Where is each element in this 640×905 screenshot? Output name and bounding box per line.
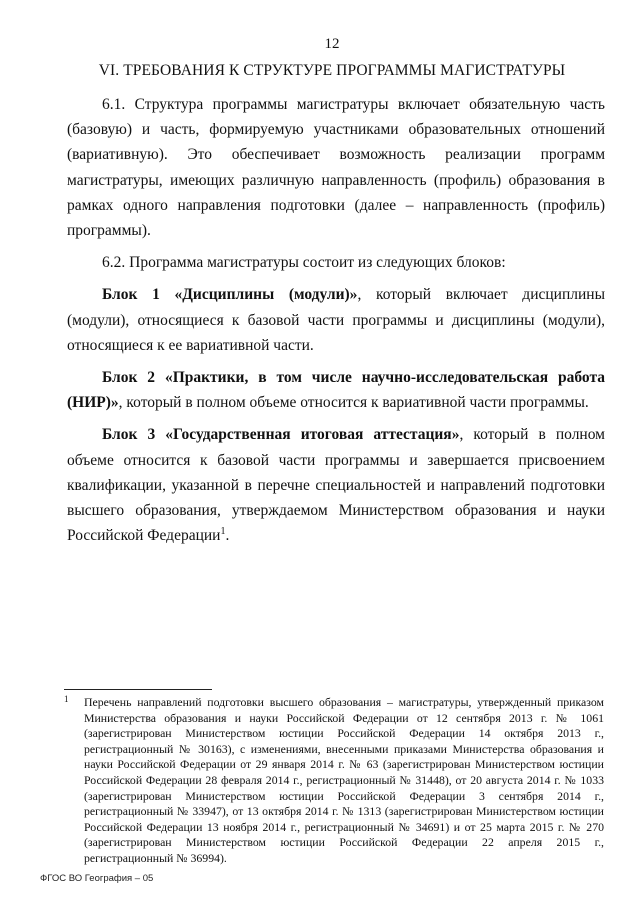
page-number: 12: [324, 36, 340, 52]
block-2-title: Блок 2 «Практики, в том числе научно-исследовательская работа (НИР)»: [67, 369, 605, 412]
footnote-text: Перечень направлений подготовки высшего образования – магистратуры, утвержденный приказом Министерства образования и науки Российской Федерации от 12 сентября 2013 г. № 1061 (зарегистрирован Министерством юстиции Российской Федерации 14 октября 2013 г., регистрационный № 30163), с изменениями, внесенными приказами Министерства образования и науки Российской Федерации от 29 января 2014 г. № 63 (зарегистрирован Министерством юстиции Российской Федерации 28 февраля 2014 г., регистрационный № 31448), от 20 августа 2014 г. № 1033 (зарегистрирован Министерством юстиции Российской Федерации 3 сентября 2014 г., регистрационный № 33947), от 13 октября 2014 г. № 1313 (зарегистрирован Министерством юстиции Российской Федерации 13 ноября 2014 г., регистрационный № 34691) и от 25 марта 2015 г. № 270 (зарегистрирован Министерством юстиции Российской Федерации 22 апреля 2015 г., регистрационный № 36994).: [84, 695, 604, 865]
block-3-title: Блок 3 «Государственная итоговая аттестация»: [102, 426, 460, 444]
footnote: [64, 695, 604, 867]
paragraph-block-2: [67, 365, 605, 415]
footnote-reference[interactable]: 1: [220, 526, 226, 538]
block-3-text: , который в полном объеме относится к базовой части программы и завершается присвоением квалификации, указанной в перечне специальностей и направлений подготовки высшего образования, утверждаемом Министерством образования и науки Российской Федерации: [67, 426, 605, 545]
footnote-paragraph: [64, 695, 604, 867]
block-1-title: Блок 1 «Дисциплины (модули)»: [102, 286, 358, 304]
footnote-marker: 1: [64, 694, 69, 704]
document-body: [67, 92, 605, 548]
paragraph-block-3: [67, 422, 605, 548]
paragraph-6-2: 6.2. Программа магистратуры состоит из следующих блоков:: [102, 254, 506, 272]
footnote-divider: [64, 689, 212, 690]
page-footer: ФГОС ВО География – 05: [40, 873, 154, 884]
block-1-text: , который включает дисциплины (модули), относящиеся к базовой части программы и дисциплины (модули), относящиеся к ее вариативной части.: [67, 286, 605, 354]
paragraph-6-1: 6.1. Структура программы магистратуры включает обязательную часть (базовую) и часть, формируемую участниками образовательных отношений (вариативную). Это обеспечивает возможность реализации программ магистратуры, имеющих различную направленность (профиль) образования в рамках одного направления подготовки (далее – направленность (профиль) программы).: [67, 96, 605, 240]
block-3-end: .: [225, 527, 230, 545]
paragraph-block-1: [67, 282, 605, 358]
block-2-text: , который в полном объеме относится к вариативной части программы.: [118, 394, 589, 412]
section-title: VI. ТРЕБОВАНИЯ К СТРУКТУРЕ ПРОГРАММЫ МАГИСТРАТУРЫ: [98, 62, 566, 79]
